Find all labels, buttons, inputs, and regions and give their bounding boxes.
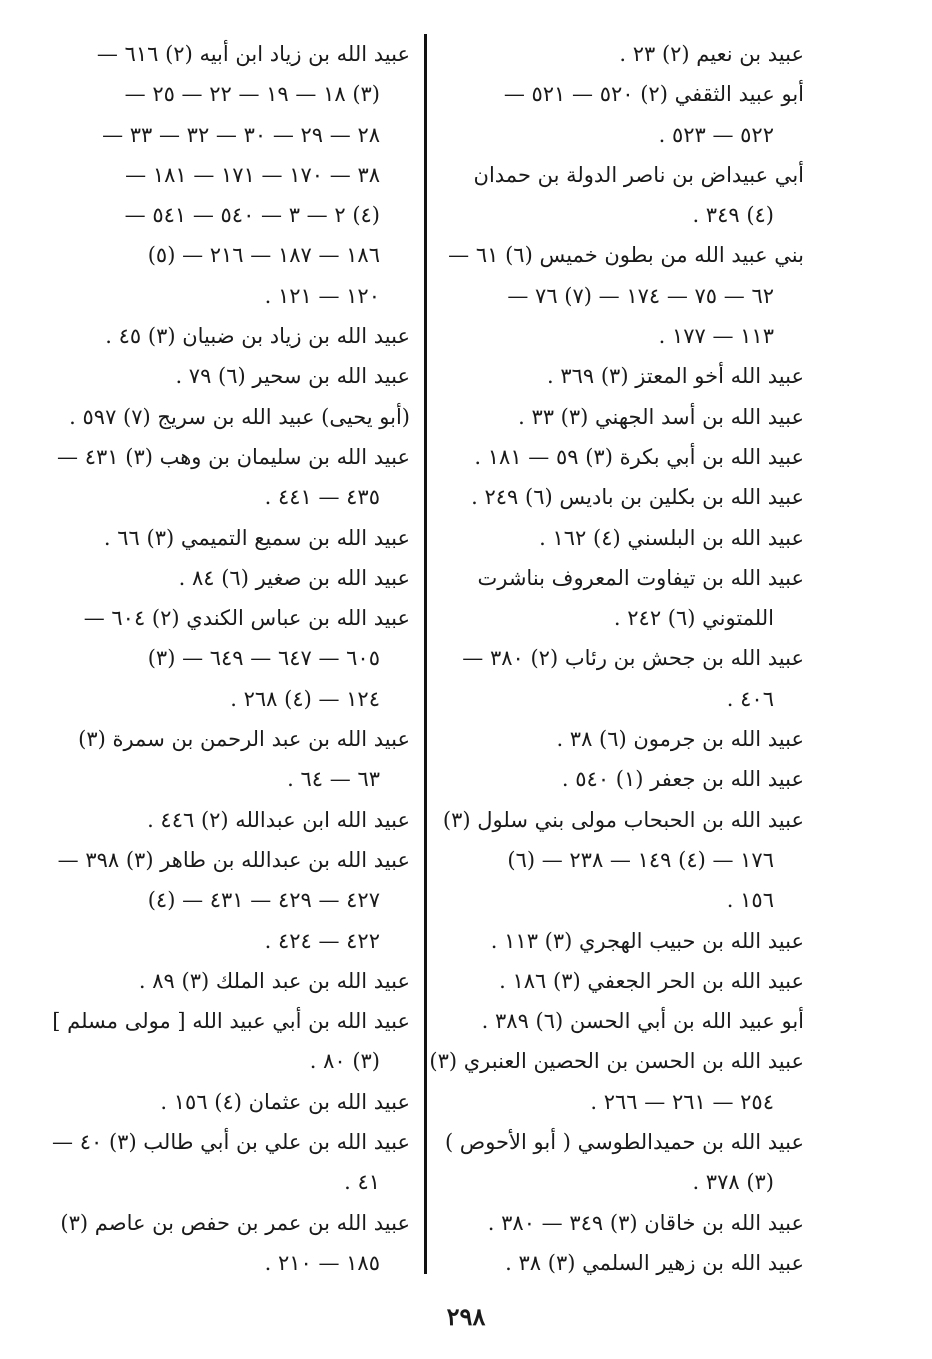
index-entry-line: اللمتوني (٦) ٢٤٢ . <box>613 606 774 631</box>
index-entry-line: عبيد الله بن تيفاوت المعروف بناشرت <box>477 565 804 590</box>
index-entry-line: عبيد الله بن جعفر (١) ٥٤٠ . <box>561 767 804 792</box>
index-entry-line: ١٢٤ — (٤) ٢٦٨ . <box>230 686 380 711</box>
index-entry-line: عبيد الله بن البلسني (٤) ١٦٢ . <box>539 525 804 550</box>
index-entry-line: عبيد الله بن زياد بن ضبيان (٣) ٤٥ . <box>105 324 410 349</box>
index-entry-line: عبيد الله بن بكلين بن باديس (٦) ٢٤٩ . <box>471 485 804 510</box>
index-entry-line: (٤) ٢ — ٣ — ٥٤٠ — ٥٤١ — <box>124 203 380 228</box>
index-entry-line: ٤٣٥ — ٤٤١ . <box>264 485 380 510</box>
index-entry-line: (٣) ٣٧٨ . <box>692 1170 774 1195</box>
index-entry-line: عبيد الله بن الحبحاب مولى بني سلول (٣) <box>442 807 804 832</box>
index-entry-line: ٥٢٢ — ٥٢٣ . <box>658 122 774 147</box>
index-entry-line: عبيد الله بن حميدالطوسي ( أبو الأحوص ) <box>444 1130 804 1155</box>
index-entry-line: عبيد الله بن عثمان (٤) ١٥٦ . <box>160 1089 410 1114</box>
index-entry-line: عبيد الله بن جرمون (٦) ٣٨ . <box>556 727 804 752</box>
index-entry-line: (أبو يحيى) عبيد الله بن سريج (٧) ٥٩٧ . <box>69 404 410 429</box>
index-entry-line: عبيد الله ابن عبدالله (٢) ٤٤٦ . <box>147 807 410 832</box>
index-entry-line: بني عبيد الله من بطون خميس (٦) ٦١ — <box>448 243 804 268</box>
index-entry-line: عبيد الله بن أسد الجهني (٣) ٣٣ . <box>518 404 804 429</box>
index-entry-line: عبيد الله بن سميع التميمي (٣) ٦٦ . <box>103 525 410 550</box>
index-entry-line: أبو عبيد الله بن أبي الحسن (٦) ٣٨٩ . <box>481 1009 804 1034</box>
index-entry-line: عبيد الله بن عبد الملك (٣) ٨٩ . <box>138 968 410 993</box>
index-entry-line: ٦٠٥ — ٦٤٧ — ٦٤٩ — (٣) <box>147 646 380 671</box>
index-entry-line: عبيد الله بن صغير (٦) ٨٤ . <box>178 565 410 590</box>
column-divider <box>424 34 427 1274</box>
index-entry-line: ١١٣ — ١٧٧ . <box>658 324 774 349</box>
index-entry-line: ٤٢٧ — ٤٢٩ — ٤٣١ — (٤) <box>147 888 380 913</box>
index-entry-line: عبيد الله بن عبد الرحمن بن سمرة (٣) <box>78 727 410 752</box>
index-entry-line: ٦٢ — ٧٥ — ١٧٤ — (٧) ٧٦ — <box>507 283 774 308</box>
index-entry-line: عبيد الله بن الحسن بن الحصين العنبري (٣) <box>429 1049 804 1074</box>
index-entry-line: ٢٨ — ٢٩ — ٣٠ — ٣٢ — ٣٣ — <box>102 122 380 147</box>
index-entry-line: عبيد الله بن أبي عبيد الله [ مولى مسلم ] <box>52 1009 410 1034</box>
index-entry-line: ١٨٦ — ١٨٧ — ٢١٦ — (٥) <box>147 243 380 268</box>
index-entry-line: عبيد الله بن جحش بن رئاب (٢) ٣٨٠ — <box>462 646 804 671</box>
index-entry-line: ١٥٦ . <box>726 888 774 913</box>
index-entry-line: عبيد الله بن زياد ابن أبيه (٢) ٦١٦ — <box>96 42 410 66</box>
index-entry-line: عبيد الله بن عمر بن حفص بن عاصم (٣) <box>60 1210 410 1235</box>
index-entry-line: ٢٥٤ — ٢٦١ — ٢٦٦ . <box>590 1089 774 1114</box>
index-entry-line: ٤٠٦ . <box>726 686 774 711</box>
index-entry-line: ٤١ . <box>344 1170 380 1195</box>
index-entry-line: عبيد الله بن علي بن أبي طالب (٣) ٤٠ — <box>52 1130 410 1155</box>
index-entry-line: عبيد الله بن سليمان بن وهب (٣) ٤٣١ — <box>57 444 410 469</box>
index-entry-line: ٣٨ — ١٧٠ — ١٧١ — ١٨١ — <box>125 162 380 187</box>
index-entry-line: عبيد الله بن أبي بكرة (٣) ٥٩ — ١٨١ . <box>474 444 804 469</box>
index-entry-line: عبيد الله بن عبدالله بن طاهر (٣) ٣٩٨ — <box>57 847 410 872</box>
page-number: ٢٩٨ <box>446 1302 486 1331</box>
index-entry-line: ٦٣ — ٦٤ . <box>287 767 380 792</box>
index-entry-line: أبي عبيداض بن ناصر الدولة بن حمدان <box>473 162 804 187</box>
index-entry-line: ٤٢٢ — ٤٢٤ . <box>264 928 380 953</box>
index-entry-line: عبيد الله بن زهير السلمي (٣) ٣٨ . <box>505 1250 804 1275</box>
index-entry-line: ١٢٠ — ١٢١ . <box>264 283 380 308</box>
left-column <box>50 34 410 1283</box>
index-entry-line: (٤) ٣٤٩ . <box>692 203 774 228</box>
index-entry-line: عبيد الله بن عباس الكندي (٢) ٦٠٤ — <box>83 606 410 631</box>
index-entry-line: ١٨٥ — ٢١٠ . <box>264 1250 380 1275</box>
index-entry-line: أبو عبيد الثقفي (٢) ٥٢٠ — ٥٢١ — <box>503 82 804 107</box>
right-column <box>429 34 804 1283</box>
index-entry-line: عبيد الله أخو المعتز (٣) ٣٦٩ . <box>546 364 804 389</box>
index-entry-line: (٣) ١٨ — ١٩ — ٢٢ — ٢٥ — <box>124 82 380 107</box>
index-entry-line: عبيد بن نعيم (٢) ٢٣ . <box>619 42 804 66</box>
index-entry-line: عبيد الله بن سحير (٦) ٧٩ . <box>175 364 410 389</box>
index-entry-line: عبيد الله بن حبيب الهجري (٣) ١١٣ . <box>490 928 804 953</box>
index-entry-line: ١٧٦ — (٤) ١٤٩ — ٢٣٨ — (٦) <box>507 847 774 872</box>
index-entry-line: عبيد الله بن خاقان (٣) ٣٤٩ — ٣٨٠ . <box>487 1210 804 1235</box>
index-entry-line: (٣) ٨٠ . <box>309 1049 380 1074</box>
index-entry-line: عبيد الله بن الحر الجعفي (٣) ١٨٦ . <box>499 968 804 993</box>
